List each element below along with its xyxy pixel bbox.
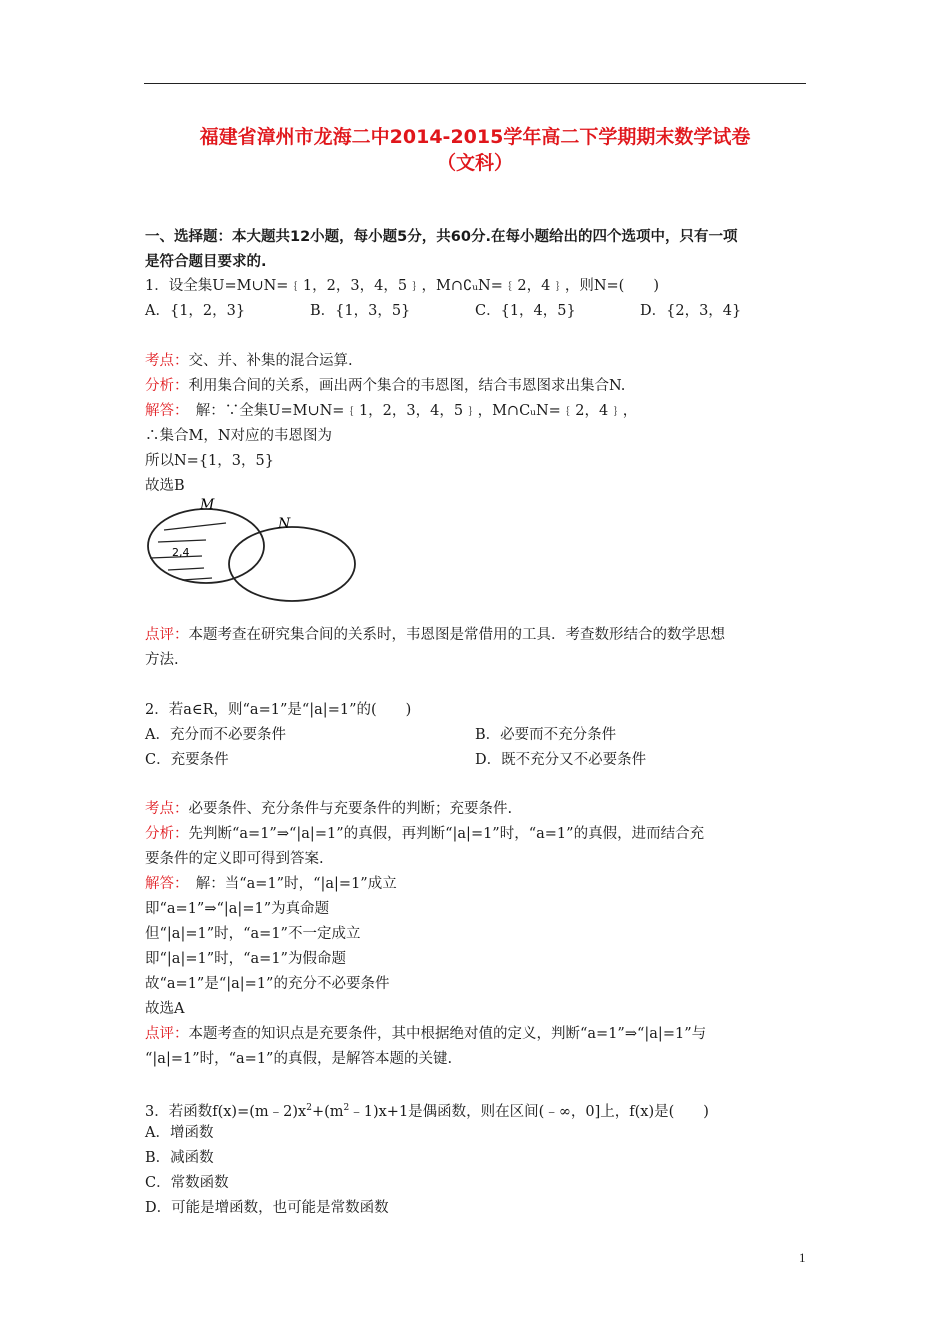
set-n-label: N: [278, 516, 291, 532]
q1-solution-line: 故选B: [145, 478, 185, 494]
dianping-label: 点评：: [145, 1026, 189, 1042]
q3-option-b: B．减函数: [145, 1150, 214, 1166]
kaodian-label: 考点：: [145, 801, 189, 817]
fenxi-label: 分析：: [145, 826, 189, 842]
q3-exponent: 2: [343, 1103, 350, 1113]
q2-solution-line: 即“a=1”⇒“|a|=1”为真命题: [145, 901, 330, 917]
q1-jieda: [145, 401, 637, 421]
fenxi-text: 先判断“a=1”⇒“|a|=1”的真假，再判断“|a|=1”时，“a=1”的真假，进而结合充: [188, 826, 705, 842]
q1-stem: 1．设全集U=M∪N=﹛1，2，3，4，5﹜，M∩∁ᵤN=﹛2，4﹜，则N=( ): [145, 278, 659, 294]
q3-exponent: 2: [306, 1103, 312, 1113]
q2-option-d: D．既不充分又不必要条件: [475, 752, 647, 768]
venn-stroke: [168, 568, 204, 570]
kaodian-text: 必要条件、充分条件与充要条件的判断；充要条件.: [188, 801, 513, 817]
venn-stroke: [182, 578, 212, 580]
fenxi-label: 分析：: [145, 378, 189, 394]
dianping-text: 本题考查的知识点是充要条件，其中根据绝对值的定义，判断“a=1”⇒“|a|=1”与: [188, 1026, 707, 1042]
set-m-ellipse: [148, 509, 264, 583]
dianping-label: 点评：: [145, 627, 189, 643]
q1-solution-line: ∴集合M，N对应的韦恩图为: [145, 428, 333, 444]
page-number: 1: [799, 1250, 806, 1265]
q3-option-c: C．常数函数: [145, 1175, 229, 1191]
venn-diagram: [144, 496, 360, 606]
q1-option-c: C．{1，4，5}: [475, 303, 576, 319]
exam-subtitle: （文科）: [436, 152, 513, 174]
q2-jieda: [145, 874, 397, 894]
q2-fenxi-cont: 要条件的定义即可得到答案.: [145, 851, 324, 867]
q2-option-b: B．必要而不充分条件: [475, 727, 617, 743]
venn-stroke: [158, 540, 206, 542]
q2-solution-line: 但“|a|=1”时，“a=1”不一定成立: [145, 926, 361, 942]
q2-solution-line: 故“a=1”是“|a|=1”的充分不必要条件: [145, 976, 390, 992]
section-heading-cont: 是符合题目要求的.: [145, 254, 267, 270]
dianping-text: 本题考查在研究集合间的关系时，韦恩图是常借用的工具．考查数形结合的数学思想: [188, 627, 725, 643]
q2-option-c: C．充要条件: [145, 752, 229, 768]
q1-solution-line: 所以N={1，3，5}: [145, 453, 274, 469]
q2-dianping-cont: “|a|=1”时，“a=1”的真假，是解答本题的关键.: [145, 1051, 453, 1067]
jieda-text: 解：∵全集U=M∪N=﹛1，2，3，4，5﹜，M∩CᵤN=﹛2，4﹜，: [181, 403, 638, 419]
q2-option-a: A．充分而不必要条件: [145, 727, 286, 743]
q2-stem: 2．若a∈R，则“a=1”是“|a|=1”的( ): [145, 702, 412, 718]
q1-option-a: A．{1，2，3}: [145, 303, 246, 319]
q3-stem-part: ﹣1)x+1是偶函数，则在区间(﹣∞，0]上，f(x)是( ): [349, 1103, 709, 1120]
q2-kaodian: [145, 799, 512, 819]
intersection-values: 2,4: [172, 546, 190, 559]
q2-dianping: [145, 1024, 706, 1044]
header-rule: [144, 83, 806, 84]
fenxi-text: 利用集合间的关系，画出两个集合的韦恩图，结合韦恩图求出集合N.: [188, 378, 626, 394]
q2-fenxi: [145, 824, 704, 844]
q3-option-a: A．增函数: [145, 1125, 214, 1141]
q3-stem: [145, 1098, 709, 1122]
set-m-label: M: [200, 497, 215, 513]
set-n-ellipse: [229, 527, 355, 601]
q3-option-d: D．可能是增函数，也可能是常数函数: [145, 1200, 389, 1216]
q3-stem-part: +(m: [311, 1103, 344, 1120]
q1-kaodian: [145, 351, 353, 371]
kaodian-label: 考点：: [145, 353, 189, 369]
q2-solution-line: 即“|a|=1”时，“a=1”为假命题: [145, 951, 346, 967]
q1-dianping: [145, 625, 725, 645]
jieda-label: 解答：: [145, 403, 182, 419]
q2-solution-line: 故选A: [145, 1001, 185, 1017]
kaodian-text: 交、并、补集的混合运算.: [188, 353, 353, 369]
jieda-label: 解答：: [145, 876, 182, 892]
q1-option-b: B．{1，3，5}: [310, 303, 411, 319]
q1-fenxi: [145, 376, 625, 396]
q1-option-d: D．{2，3，4}: [640, 303, 742, 319]
section-heading: 一、选择题：本大题共12小题，每小题5分，共60分.在每小题给出的四个选项中，只有一项: [145, 229, 738, 245]
q1-dianping-cont: 方法.: [145, 652, 179, 668]
exam-title: 福建省漳州市龙海二中2014-2015学年高二下学期期末数学试卷: [199, 126, 751, 148]
jieda-text: 解：当“a=1”时，“|a|=1”成立: [181, 876, 397, 892]
q3-stem-part: 3．若函数f(x)=(m﹣2)x: [145, 1103, 307, 1120]
venn-stroke: [164, 523, 226, 530]
